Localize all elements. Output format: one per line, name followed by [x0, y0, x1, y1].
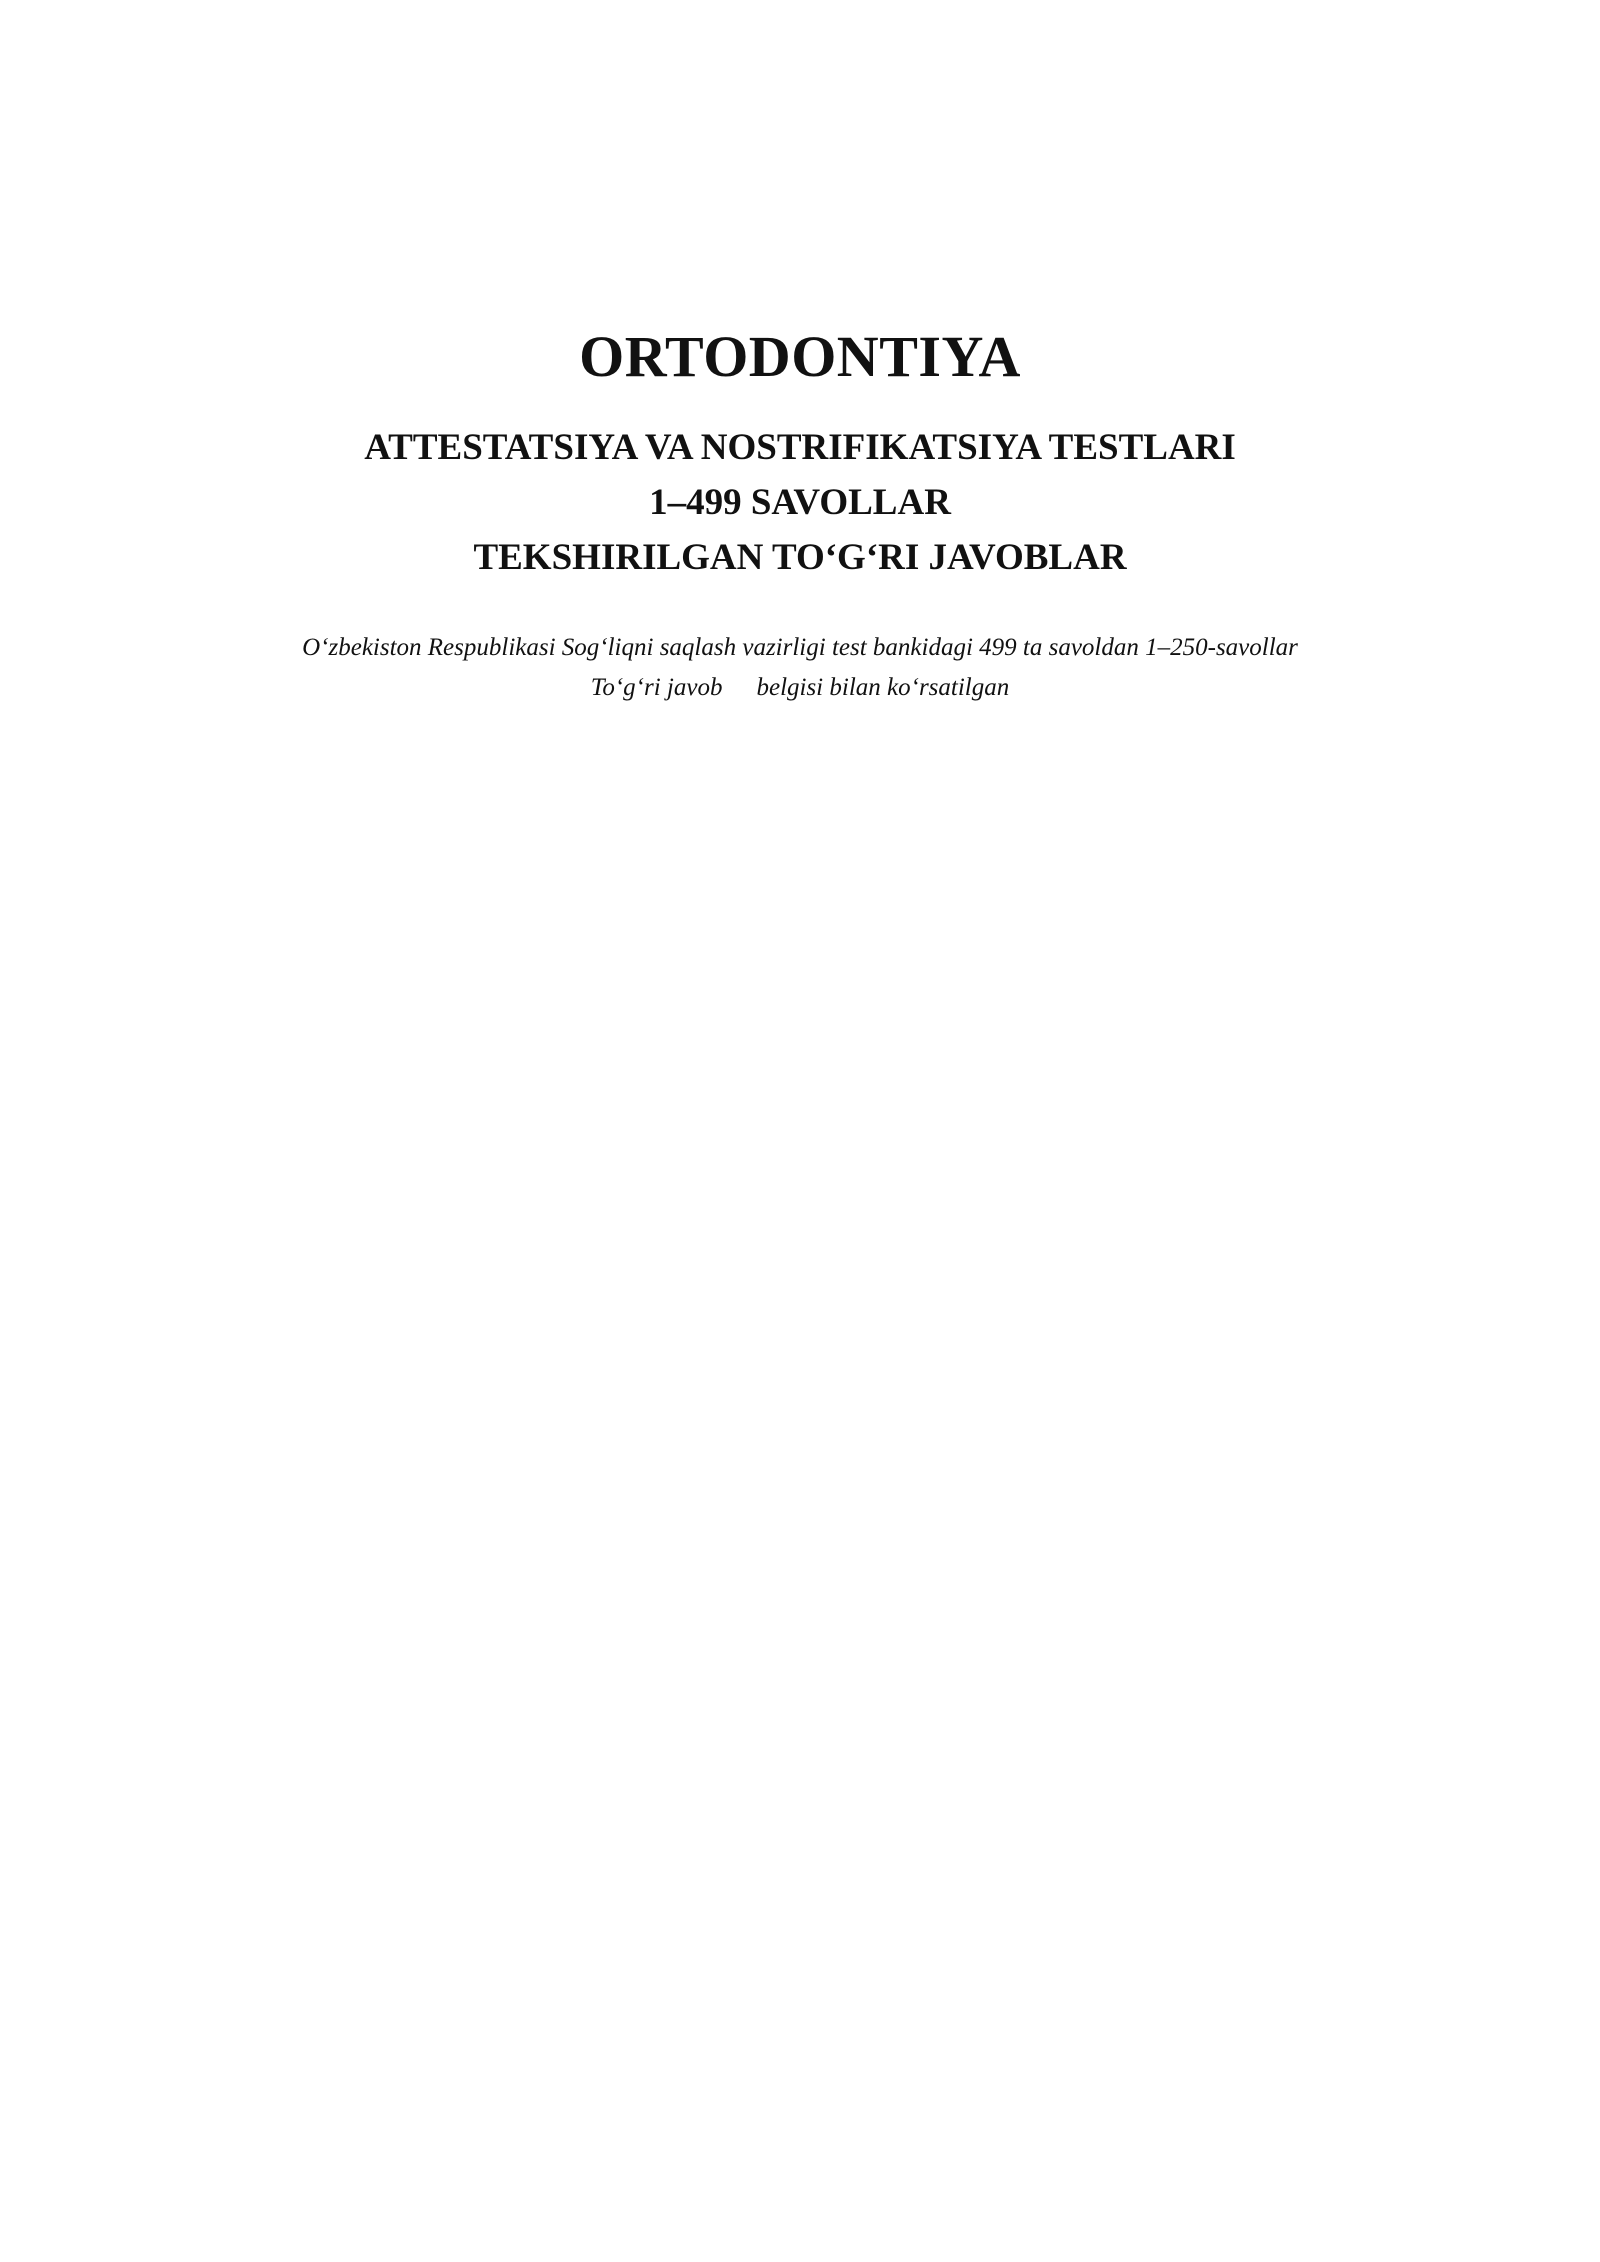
note-text-after: belgisi bilan ko‘rsatilgan	[756, 674, 1010, 701]
subtitle-line: 1–499 SAVOLLAR	[649, 482, 951, 523]
note-line	[0, 672, 1600, 704]
note-line: O‘zbekiston Respublikasi Sog‘liqni saqlash vazirligi test bankidagi 499 ta savoldan 1–250-savollar	[302, 634, 1298, 661]
subtitle-line: ATTESTATSIYA VA NOSTRIFIKATSIYA TESTLARI	[364, 427, 1236, 468]
document-title: ORTODONTIYA	[579, 324, 1021, 389]
subtitle-line: TEKSHIRILGAN TO‘G‘RI JAVOBLAR	[473, 537, 1127, 578]
note-text-before: To‘g‘ri javob	[590, 674, 723, 701]
